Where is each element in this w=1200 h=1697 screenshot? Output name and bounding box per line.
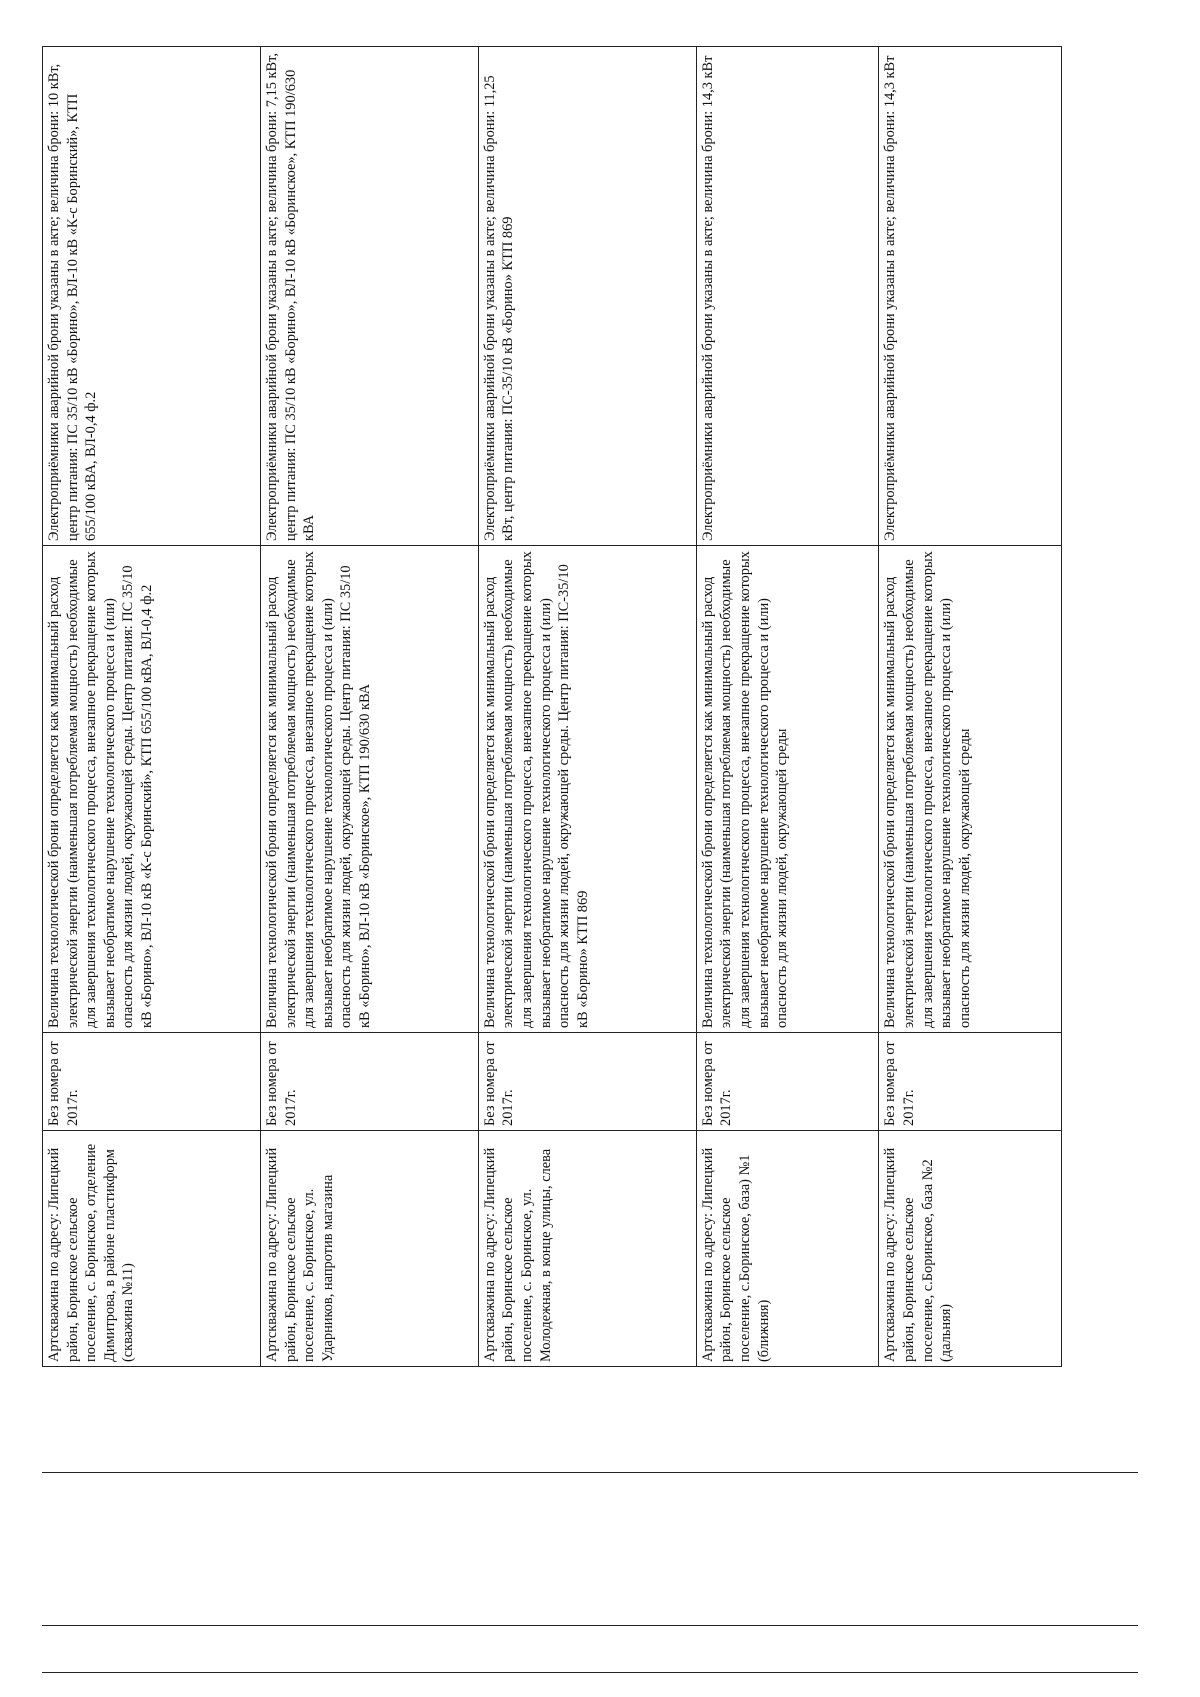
cell-tech-reserve: Величина технологической брони определяется как минимальный расход электрической энергии (наименьшая потребляемая мощность) необходимые для завершения технологического процесса, внезапное прекращение которых вызывает необратимое нарушение технологического процесса и (или) опасность для жизни людей, окружающей среды. Центр питания: ПС 35/10 кВ «Борино», ВЛ-10 кВ «Боринское», КТП 190/630 кВА <box>260 546 478 1033</box>
blank-row-line <box>42 1625 1138 1626</box>
cell-tech-reserve: Величина технологической брони определяется как минимальный расход электрической энергии (наименьшая потребляемая мощность) необходимые для завершения технологического процесса, внезапное прекращение которых вызывает необратимое нарушение технологического процесса и (или) опасность для жизни людей, окружающей среды. Центр питания: ПС-35/10 кВ «Борино» КТП 869 <box>478 546 696 1033</box>
cell-object: Артскважина по адресу: Липецкий район, Боринское сельское поселение, с.Боринское, база №2 (дальняя) <box>879 1131 1062 1367</box>
cell-emergency-reserve: Электроприёмники аварийной брони указаны в акте; величина брони: 10 кВт, центр питания: ПС 35/10 кВ «Борино», ВЛ-10 кВ «К-с Боринский», КТП 655/100 кВА, ВЛ-0,4 ф.2 <box>43 47 261 546</box>
table-row <box>478 47 696 1367</box>
table-row <box>696 47 879 1367</box>
table-row <box>879 47 1062 1367</box>
cell-act: Без номера от 2017г. <box>696 1033 879 1131</box>
cell-object: Артскважина по адресу: Липецкий район, Боринское сельское поселение, с. Боринское, ул. Молодежная, в конце улицы, слева <box>478 1131 696 1367</box>
blank-row-line <box>42 1672 1138 1673</box>
cell-object: Артскважина по адресу: Липецкий район, Боринское сельское поселение, с.Боринское, база) №1 (ближняя) <box>696 1131 879 1367</box>
cell-act: Без номера от 2017г. <box>43 1033 261 1131</box>
blank-row-line <box>42 1472 1138 1473</box>
reserve-table <box>42 46 1062 1367</box>
cell-object: Артскважина по адресу: Липецкий район, Боринское сельское поселение, с. Боринское, ул. Ударников, напротив магазина <box>260 1131 478 1367</box>
cell-emergency-reserve: Электроприёмники аварийной брони указаны в акте; величина брони: 14,3 кВт <box>696 47 879 546</box>
cell-emergency-reserve: Электроприёмники аварийной брони указаны в акте; величина брони: 14,3 кВт <box>879 47 1062 546</box>
rotated-table-container <box>42 47 1062 1367</box>
table-row <box>43 47 261 1367</box>
cell-emergency-reserve: Электроприёмники аварийной брони указаны в акте; величина брони: 7,15 кВт, центр питания: ПС 35/10 кВ «Борино», ВЛ-10 кВ «Боринское», КТП 190/630 кВА <box>260 47 478 546</box>
cell-act: Без номера от 2017г. <box>478 1033 696 1131</box>
cell-object: Артскважина по адресу: Липецкий район, Боринское сельское поселение, с. Боринское, отделение Димитрова, в районе пластикформ (скважина №11) <box>43 1131 261 1367</box>
cell-act: Без номера от 2017г. <box>879 1033 1062 1131</box>
cell-tech-reserve: Величина технологической брони определяется как минимальный расход электрической энергии (наименьшая потребляемая мощность) необходимые для завершения технологического процесса, внезапное прекращение которых вызывает необратимое нарушение технологического процесса и (или) опасность для жизни людей, окружающей среды <box>696 546 879 1033</box>
cell-act: Без номера от 2017г. <box>260 1033 478 1131</box>
cell-emergency-reserve: Электроприёмники аварийной брони указаны в акте; величина брони: 11,25 кВт, центр питания: ПС-35/10 кВ «Борино» КТП 869 <box>478 47 696 546</box>
cell-tech-reserve: Величина технологической брони определяется как минимальный расход электрической энергии (наименьшая потребляемая мощность) необходимые для завершения технологического процесса, внезапное прекращение которых вызывает необратимое нарушение технологического процесса и (или) опасность для жизни людей, окружающей среды <box>879 546 1062 1033</box>
cell-tech-reserve: Величина технологической брони определяется как минимальный расход электрической энергии (наименьшая потребляемая мощность) необходимые для завершения технологического процесса, внезапное прекращение которых вызывает необратимое нарушение технологического процесса и (или) опасность для жизни людей, окружающей среды. Центр питания: ПС 35/10 кВ «Борино», ВЛ-10 кВ «К-с Боринский», КТП 655/100 кВА, ВЛ-0,4 ф.2 <box>43 546 261 1033</box>
table-row <box>260 47 478 1367</box>
